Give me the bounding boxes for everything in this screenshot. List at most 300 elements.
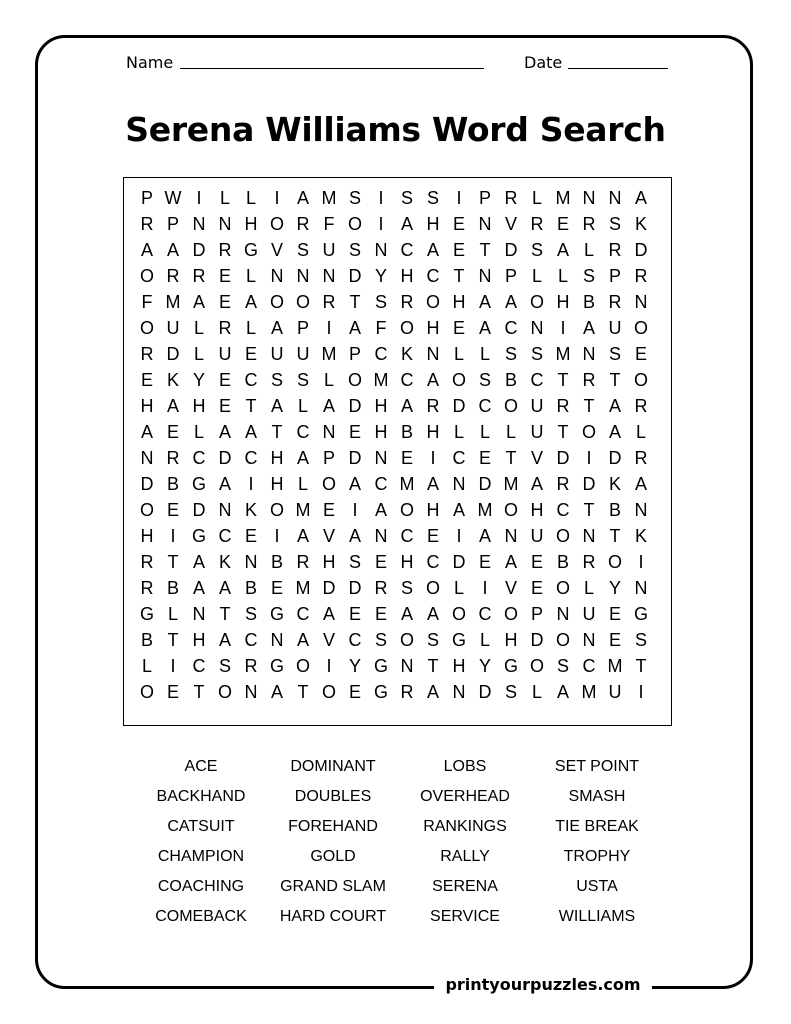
grid-letter: L [245,266,256,286]
grid-letter: U [322,240,336,260]
grid-letter: O [269,292,284,312]
grid-letter: N [374,448,388,468]
grid-letter: N [634,578,648,598]
grid-letter: R [166,448,180,468]
grid-letter: D [192,500,206,520]
grid-letter: B [244,578,257,598]
word-list-item: CHAMPION [157,848,245,865]
grid-letter: N [478,266,492,286]
grid-letter: A [296,188,309,208]
grid-letter: D [140,474,154,494]
word-list-item: SET POINT [554,758,640,775]
grid-letter: R [140,214,154,234]
grid-letter: S [426,188,439,208]
grid-letter: D [452,552,466,572]
grid-letter: D [348,448,362,468]
grid-letter: P [348,344,361,364]
grid-letter: B [166,578,179,598]
word-list-item: COACHING [157,878,245,895]
grid-letter: C [556,500,570,520]
grid-letter: P [166,214,179,234]
grid-letter: L [531,682,542,702]
grid-letter: Y [608,578,621,598]
grid-letter: E [634,344,647,364]
grid-letter: L [557,266,568,286]
grid-letter: E [530,578,543,598]
grid-letter: N [270,266,284,286]
grid-letter: L [479,630,490,650]
grid-letter: N [634,500,648,520]
grid-row [124,341,671,367]
grid-letter: D [478,474,492,494]
grid-letter: S [582,266,595,286]
grid-letter: S [348,552,361,572]
word-list-item: FOREHAND [288,818,378,835]
grid-letter: M [399,474,415,494]
grid-letter: C [348,630,362,650]
grid-row [124,549,671,575]
grid-letter: N [192,604,206,624]
grid-letter: I [326,656,332,676]
grid-letter: I [170,656,176,676]
grid-letter: O [581,422,596,442]
grid-letter: H [244,214,258,234]
name-label: Name [126,53,174,72]
grid-letter: A [192,552,205,572]
page-title: Serena Williams Word Search [125,110,666,149]
grid-letter: E [244,344,257,364]
grid-letter: O [321,682,336,702]
grid-letter: R [504,188,518,208]
grid-letter: A [270,396,283,416]
grid-letter: C [426,266,440,286]
grid-letter: E [218,292,231,312]
grid-letter: B [504,370,517,390]
grid-letter: L [531,188,542,208]
grid-letter: T [557,422,569,442]
grid-letter: E [140,370,153,390]
grid-letter: N [478,214,492,234]
grid-letter: H [374,422,388,442]
grid-letter: R [400,682,414,702]
grid-letter: C [244,370,258,390]
grid-letter: A [192,292,205,312]
grid-letter: E [478,448,491,468]
grid-letter: O [451,604,466,624]
grid-letter: S [556,656,569,676]
grid-letter: R [140,578,154,598]
grid-letter: A [374,500,387,520]
grid-letter: F [375,318,387,338]
grid-letter: C [296,422,310,442]
grid-letter: L [219,188,230,208]
grid-letter: T [167,552,179,572]
grid-letter: B [582,292,595,312]
grid-letter: T [479,240,491,260]
grid-letter: N [608,188,622,208]
grid-letter: A [556,682,569,702]
grid-letter: E [530,552,543,572]
grid-letter: O [399,630,414,650]
grid-letter: T [609,526,621,546]
grid-letter: K [400,344,413,364]
grid-letter: R [244,656,258,676]
grid-letter: A [140,240,153,260]
grid-letter: I [274,526,280,546]
grid-letter: S [504,344,517,364]
grid-letter: M [555,344,571,364]
grid-letter: O [217,682,232,702]
grid-letter: L [583,240,594,260]
grid-letter: U [270,344,284,364]
grid-letter: E [218,370,231,390]
grid-letter: A [166,396,179,416]
grid-letter: I [638,552,644,572]
grid-letter: A [270,682,283,702]
grid-letter: S [374,630,387,650]
grid-letter: V [504,578,517,598]
grid-letter: H [192,630,206,650]
grid-letter: L [635,422,646,442]
grid-letter: N [582,630,596,650]
grid-letter: R [634,396,648,416]
grid-letter: B [270,552,283,572]
grid-letter: A [426,240,439,260]
grid-letter: O [451,370,466,390]
grid-letter: M [295,500,311,520]
grid-letter: F [141,292,153,312]
grid-letter: N [374,526,388,546]
grid-letter: M [295,578,311,598]
grid-letter: T [245,396,257,416]
grid-letter: K [634,526,647,546]
grid-letter: N [140,448,154,468]
grid-letter: M [477,500,493,520]
grid-letter: A [426,682,439,702]
grid-letter: T [297,682,309,702]
grid-letter: A [270,318,283,338]
grid-letter: D [452,396,466,416]
grid-letter: N [322,266,336,286]
grid-letter: O [295,656,310,676]
grid-letter: E [452,318,465,338]
word-list-item: OVERHEAD [420,788,510,805]
grid-letter: K [634,214,647,234]
grid-letter: G [633,604,648,624]
grid-letter: L [583,578,594,598]
grid-letter: I [586,448,592,468]
grid-letter: A [348,474,361,494]
word-list-item: GOLD [310,848,356,865]
grid-letter: R [530,214,544,234]
grid-letter: C [478,604,492,624]
grid-letter: O [529,656,544,676]
grid-letter: N [556,604,570,624]
grid-letter: S [218,656,231,676]
grid-letter: P [296,318,309,338]
grid-letter: S [270,370,283,390]
grid-letter: M [581,682,597,702]
grid-letter: C [400,240,414,260]
grid-letter: U [608,682,622,702]
grid-letter: A [218,578,231,598]
grid-letter: H [426,318,440,338]
grid-row [124,445,671,471]
grid-letter: A [634,188,647,208]
grid-row [124,419,671,445]
grid-letter: B [556,552,569,572]
grid-letter: C [582,656,596,676]
grid-letter: I [248,474,254,494]
grid-row [124,315,671,341]
grid-letter: L [193,344,204,364]
grid-letter: K [244,500,257,520]
grid-letter: T [505,448,517,468]
grid-letter: A [322,396,335,416]
grid-letter: O [425,578,440,598]
grid-letter: S [348,188,361,208]
grid-letter: I [352,500,358,520]
grid-letter: G [503,656,518,676]
grid-letter: E [348,682,361,702]
grid-letter: D [582,474,596,494]
grid-letter: N [426,344,440,364]
word-list-item: ACE [184,758,218,775]
word-list-item: WILLIAMS [558,908,636,925]
grid-letter: V [322,526,335,546]
grid-letter: D [348,578,362,598]
grid-letter: E [218,266,231,286]
grid-letter: U [530,422,544,442]
grid-letter: T [557,370,569,390]
grid-letter: S [348,240,361,260]
grid-letter: Y [192,370,205,390]
grid-letter: E [244,526,257,546]
grid-letter: G [373,656,388,676]
grid-letter: G [139,604,154,624]
grid-letter: S [608,344,621,364]
grid-letter: L [297,396,308,416]
grid-letter: H [400,266,414,286]
word-list-item: DOUBLES [294,788,372,805]
grid-letter: E [608,604,621,624]
grid-letter: O [555,526,570,546]
grid-letter: O [139,682,154,702]
word-list-item: TROPHY [563,848,631,865]
grid-letter: O [139,500,154,520]
grid-letter: I [482,578,488,598]
grid-letter: U [530,526,544,546]
grid-letter: O [321,474,336,494]
word-list-item: SERVICE [430,908,500,925]
grid-letter: A [348,318,361,338]
grid-letter: N [452,682,466,702]
grid-letter: R [634,448,648,468]
grid-letter: N [582,344,596,364]
grid-letter: S [426,630,439,650]
grid-letter: R [140,552,154,572]
grid-letter: D [192,240,206,260]
grid-letter: U [582,604,596,624]
grid-letter: E [348,422,361,442]
grid-letter: O [555,630,570,650]
grid-letter: R [322,292,336,312]
grid-letter: P [530,604,543,624]
grid-letter: B [608,500,621,520]
grid-letter: S [296,240,309,260]
grid-letter: N [296,266,310,286]
grid-letter: I [378,188,384,208]
grid-letter: O [347,214,362,234]
grid-letter: T [219,604,231,624]
grid-letter: S [296,370,309,390]
grid-letter: H [322,552,336,572]
grid-letter: C [374,344,388,364]
grid-letter: A [478,526,491,546]
grid-letter: C [192,656,206,676]
grid-letter: L [245,318,256,338]
grid-letter: H [530,500,544,520]
grid-letter: O [633,370,648,390]
grid-letter: Y [374,266,387,286]
grid-letter: A [426,370,439,390]
grid-letter: S [400,188,413,208]
grid-letter: S [634,630,647,650]
grid-letter: Y [478,656,491,676]
grid-row [124,471,671,497]
grid-letter: T [635,656,647,676]
grid-letter: A [400,214,413,234]
grid-letter: A [218,422,231,442]
grid-letter: G [191,474,206,494]
grid-letter: O [529,292,544,312]
grid-letter: L [453,578,464,598]
grid-letter: S [244,604,257,624]
grid-letter: R [582,552,596,572]
grid-letter: R [556,474,570,494]
grid-letter: E [556,214,569,234]
grid-letter: O [269,214,284,234]
grid-letter: G [373,682,388,702]
grid-letter: O [425,292,440,312]
grid-letter: L [245,188,256,208]
grid-letter: A [296,526,309,546]
grid-letter: C [400,526,414,546]
date-label: Date [524,53,563,72]
grid-letter: A [400,604,413,624]
grid-letter: O [269,500,284,520]
grid-letter: N [244,552,258,572]
grid-letter: L [167,604,178,624]
grid-letter: D [634,240,648,260]
grid-letter: U [296,344,310,364]
grid-letter: P [478,188,491,208]
grid-letter: T [167,630,179,650]
grid-letter: H [140,396,154,416]
grid-letter: U [166,318,180,338]
grid-row [124,263,671,289]
grid-letter: A [244,422,257,442]
grid-letter: G [191,526,206,546]
grid-letter: P [504,266,517,286]
grid-letter: C [530,370,544,390]
grid-letter: E [478,552,491,572]
grid-letter: T [349,292,361,312]
grid-letter: A [218,630,231,650]
grid-letter: E [166,500,179,520]
word-list-item: RANKINGS [423,818,507,835]
grid-letter: A [530,474,543,494]
word-list-item: HARD COURT [279,908,387,925]
grid-letter: O [503,500,518,520]
grid-letter: U [608,318,622,338]
word-list-item: LOBS [443,758,487,775]
grid-row [124,679,671,705]
grid-letter: I [378,214,384,234]
grid-letter: L [453,422,464,442]
grid-letter: O [139,318,154,338]
grid-letter: H [426,422,440,442]
grid-letter: O [295,292,310,312]
grid-letter: R [192,266,206,286]
grid-letter: E [374,552,387,572]
grid-letter: O [399,318,414,338]
grid-letter: V [530,448,543,468]
grid-letter: K [166,370,179,390]
grid-letter: H [270,448,284,468]
grid-letter: D [478,682,492,702]
grid-row [124,393,671,419]
word-list-item: RALLY [440,848,490,865]
grid-row [124,497,671,523]
footer-brand: printyourpuzzles.com [434,975,652,994]
grid-letter: H [140,526,154,546]
grid-letter: R [582,370,596,390]
name-line [180,68,484,69]
grid-letter: M [321,344,337,364]
grid-letter: D [218,448,232,468]
grid-letter: S [504,682,517,702]
grid-letter: R [296,214,310,234]
grid-letter: E [218,396,231,416]
grid-letter: A [608,422,621,442]
grid-letter: N [400,656,414,676]
grid-letter: A [244,292,257,312]
grid-letter: G [451,630,466,650]
grid-letter: E [400,448,413,468]
grid-letter: A [452,500,465,520]
footer-line-right [652,986,678,988]
grid-letter: L [323,370,334,390]
grid-row [124,289,671,315]
grid-letter: I [638,682,644,702]
grid-letter: L [193,318,204,338]
grid-letter: P [140,188,153,208]
grid-letter: C [192,448,206,468]
letter-grid [123,177,672,726]
grid-letter: N [374,240,388,260]
grid-letter: I [196,188,202,208]
grid-letter: S [374,292,387,312]
grid-letter: A [400,396,413,416]
grid-letter: C [400,370,414,390]
grid-letter: N [530,318,544,338]
grid-letter: L [479,422,490,442]
grid-letter: A [296,448,309,468]
grid-letter: L [141,656,152,676]
grid-letter: A [166,240,179,260]
grid-letter: I [430,448,436,468]
